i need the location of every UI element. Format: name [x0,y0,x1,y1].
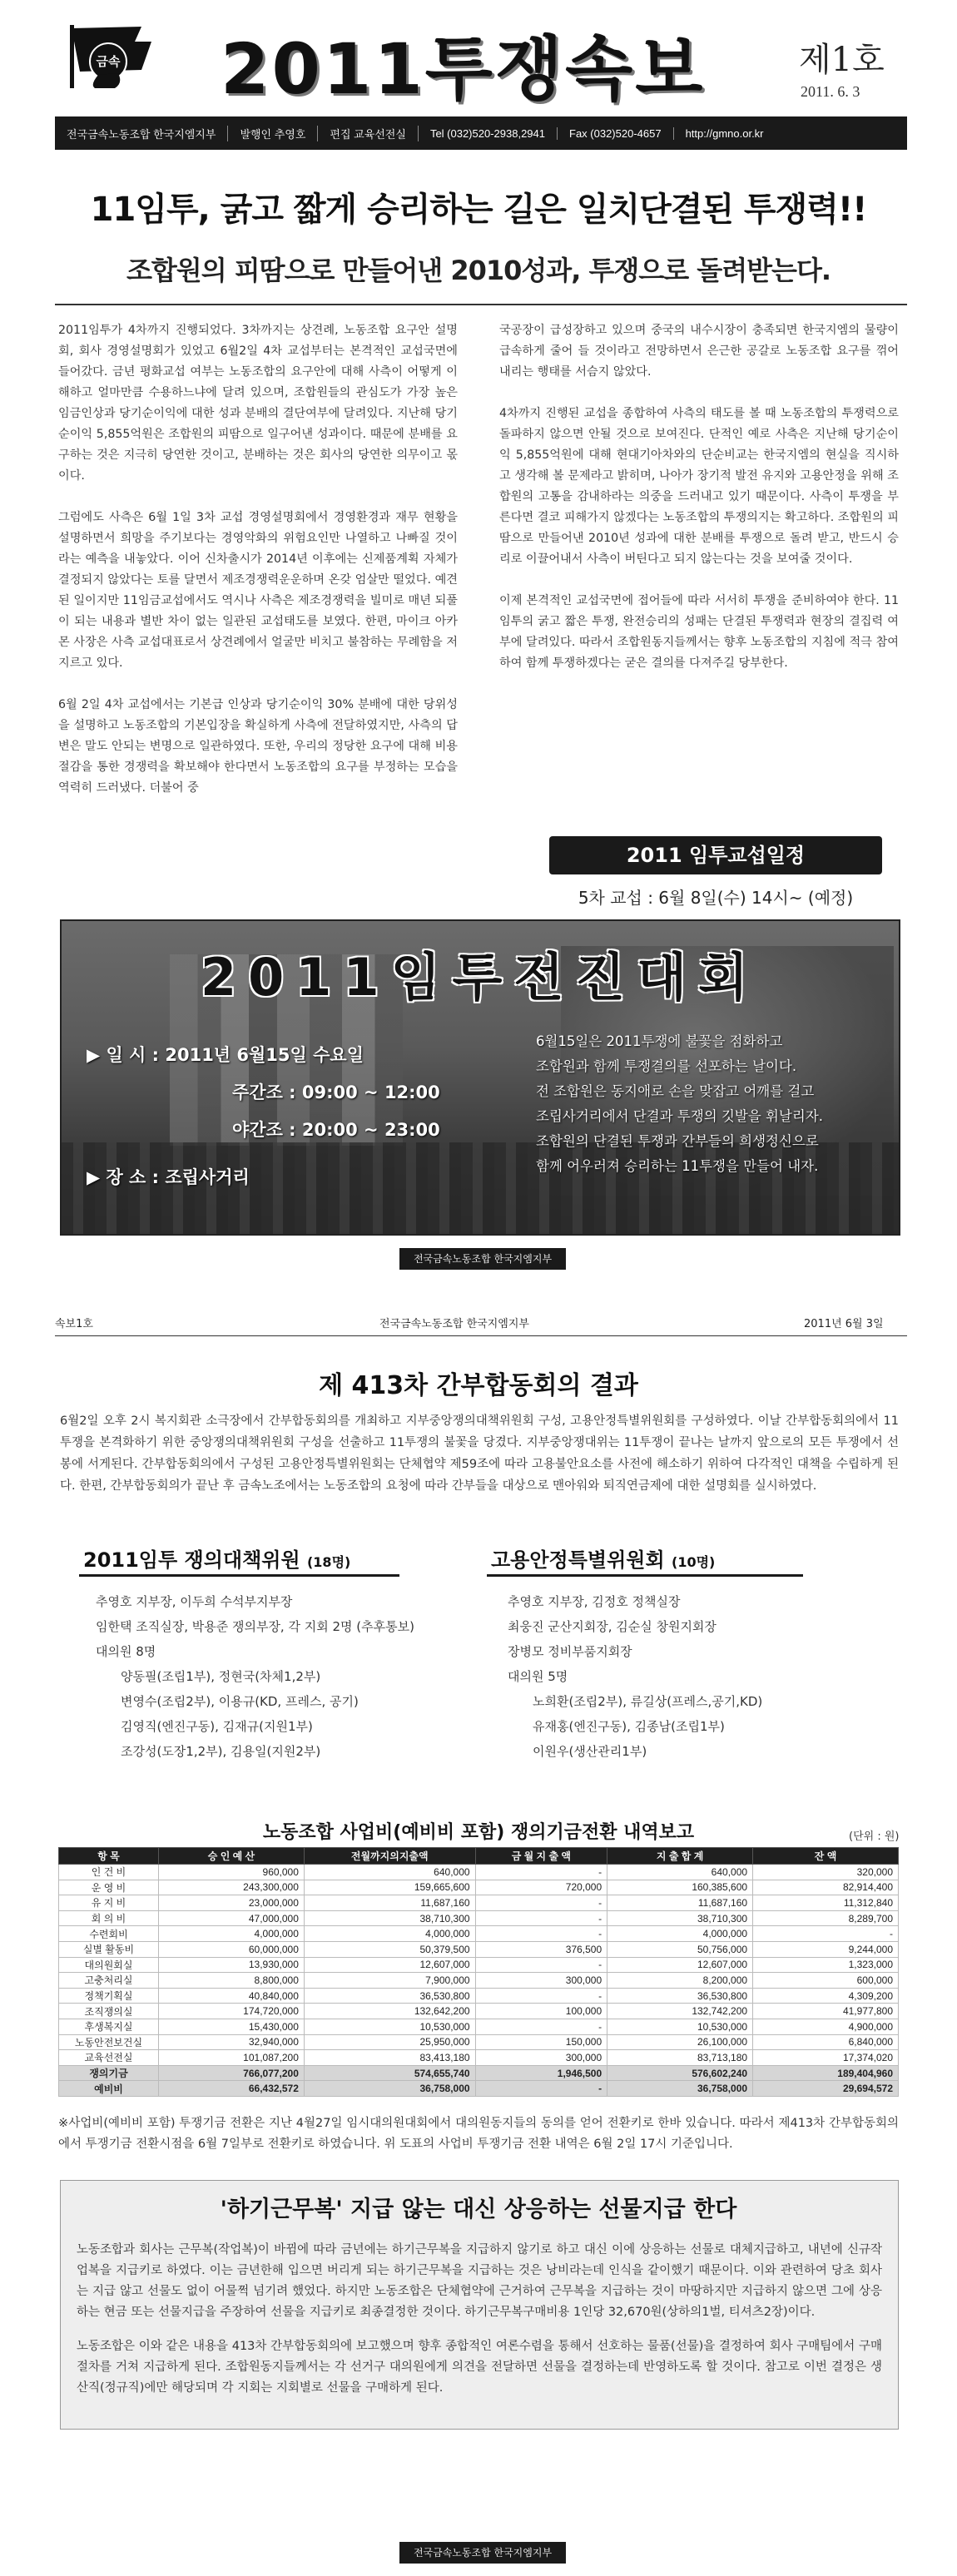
table-cell: 11,687,160 [607,1895,753,1911]
table-cell: 10,530,000 [607,2019,753,2034]
table-cell: 576,602,240 [607,2065,753,2081]
table-cell: 36,530,800 [304,1988,475,2004]
publisher-name: 발행인 추영호 [228,126,318,141]
table-cell: 66,432,572 [159,2081,305,2097]
table-header-row [59,1848,899,1865]
divider [55,304,907,305]
editor: 편집 교육선전실 [318,126,419,141]
table-cell: - [475,1926,607,1942]
table-cell: 376,500 [475,1941,607,1957]
member-line: 최웅진 군산지회장, 김순실 창원지회장 [508,1619,717,1634]
table-cell: - [753,1926,899,1942]
table-cell: 82,914,400 [753,1880,899,1895]
table-cell: 7,900,000 [304,1973,475,1989]
member-line: 노희환(조립2부), 류길상(프레스,공기,KD) [533,1694,763,1709]
table-row [59,1880,899,1895]
table-cell: - [475,1988,607,2004]
committee1-name: 2011임투 쟁의대책위원 [83,1548,300,1572]
column-header: 승 인 예 산 [159,1848,305,1865]
member-line: 변영수(조립2부), 이용규(KD, 프레스, 공기) [121,1694,359,1709]
table-row [59,2034,899,2050]
schedule-title: 2011 임투교섭일정 [549,836,882,874]
underline [79,1574,399,1577]
table-cell: - [475,1865,607,1880]
member-line: 조강성(도장1,2부), 김용일(지원2부) [121,1744,321,1759]
table-cell: 9,244,000 [753,1941,899,1957]
table-cell: 4,000,000 [159,1926,305,1942]
table-cell: 320,000 [753,1865,899,1880]
article-paragraph: 6월 2일 4차 교섭에서는 기본급 인상과 당기순이익 30% 분배에 대한 당위성을 설명하고 노동조합의 기본입장을 확실하게 사측에 전달하였지만, 사측의 답변은 말도 안되는 변명으로 일관하였다. 또한, 우리의 정당한 요구에 대해 비용절감을 통한 경쟁력을 확보해야 한다면서 노동조합의 요구를 부정하는 모습을 역력히 드러냈다. 더불어 중 [58,698,458,795]
table-cell: 101,087,200 [159,2050,305,2066]
rally-message-line: 조합원과 함께 투쟁결의를 선포하는 날이다. [536,1058,797,1074]
table-cell: 640,000 [607,1865,753,1880]
member-line: 양동필(조립1부), 정현국(차체1,2부) [121,1669,321,1684]
article-column-right [499,320,899,695]
table-cell: 4,309,200 [753,1988,899,2004]
article-paragraph: 2011임투가 4차까지 진행되었다. 3차까지는 상견례, 노동조합 요구안 설명회, 회사 경영설명회가 있었고 6월2일 4차 교섭부터는 본격적인 교섭국면에 들어갔다. 금년 평화교섭 여부는 노동조합의 요구안에 대해 사측이 어떻게 이해하고 얼마만큼 수용하느냐에 달려 있으며, 조합원들의 관심도가 가장 높은 임금인상과 당기순이익에 대한 성과 분배의 결단여부에 달려있다. 지난해 당기순이익 5,855억원은 조합원의 피땀으로 일구어낸 성과이다. 때문에 분배를 요구하는 것은 지극히 당연한 것이고, 분배하는 것은 회사의 당연한 의무이고 몫이다. [58,324,458,483]
table-cell: 38,710,300 [607,1910,753,1926]
phone: Tel (032)520-2938,2941 [419,127,558,140]
table-row [59,1926,899,1942]
sub-headline: 조합원의 피땀으로 만들어낸 2010성과, 투쟁으로 돌려받는다. [126,255,831,286]
budget-unit: (단위 : 원) [849,1830,900,1843]
table-cell: 36,758,000 [607,2081,753,2097]
gift-paragraph: 노동조합은 이와 같은 내용을 413차 간부합동회의에 보고했으며 향후 종합적인 여론수렴을 통해서 선호하는 물품(선물)을 결정하여 회사 구매팀에서 구매절차를 거쳐 지급하게 된다. 조합원동지들께서는 각 선거구 대의원에게 의견을 전달하면 선물을 결정하는데 반영하도록 할 것이다. 참고로 이번 결정은 생산직(정규직)에만 해당되며 각 지회는 지회별로 선물을 구매하게 된다. [77,2340,882,2395]
rally-day-shift: 주간조 : 09:00 ~ 12:00 [232,1082,440,1102]
member-line: 임한택 조직실장, 박용준 쟁의부장, 각 지회 2명 (추후통보) [96,1619,414,1634]
table-row [59,2019,899,2034]
page-footer: 전국금속노동조합 한국지엠지부 [399,1248,566,1270]
table-cell: 50,756,000 [607,1941,753,1957]
table-cell: 189,404,960 [753,2065,899,2081]
table-cell: 40,840,000 [159,1988,305,2004]
row-label: 수련회비 [59,1926,159,1942]
row-label: 고충처리실 [59,1973,159,1989]
table-cell: 36,758,000 [304,2081,475,2097]
table-cell: 25,950,000 [304,2034,475,2050]
table-cell: - [475,2081,607,2097]
row-label: 예비비 [59,2081,159,2097]
table-cell: 960,000 [159,1865,305,1880]
underline [487,1574,803,1577]
column-header: 금 월 지 출 액 [475,1848,607,1865]
column-header: 잔 액 [753,1848,899,1865]
table-cell: 160,385,600 [607,1880,753,1895]
table-cell: 8,800,000 [159,1973,305,1989]
table-cell: 132,642,200 [304,2004,475,2019]
table-row [59,1865,899,1880]
member-line: 김영직(엔진구동), 김재규(지원1부) [121,1719,313,1734]
row-label: 조직쟁의실 [59,2004,159,2019]
gift-text [77,2240,882,2412]
table-cell: 132,742,200 [607,2004,753,2019]
table-row [59,2050,899,2066]
column-header: 항 목 [59,1848,159,1865]
table-cell: 60,000,000 [159,1941,305,1957]
table-cell: 50,379,500 [304,1941,475,1957]
article-paragraph: 이제 본격적인 교섭국면에 접어들에 따라 서서히 투쟁을 준비하여야 한다. 11임투의 굵고 짧은 투쟁, 완전승리의 성패는 단결된 투쟁력과 현장의 결집력 여부에 달려있다. 따라서 조합원동지들께서는 향후 노동조합의 지침에 적극 참여하여 함께 투쟁하겠다는 굳은 결의를 다져주길 당부한다. [499,594,899,670]
member-line: 이원우(생산관리1부) [533,1744,647,1759]
page-footer: 전국금속노동조합 한국지엠지부 [399,2542,566,2564]
rally-message-line: 6월15일은 2011투쟁에 불꽃을 점화하고 [536,1033,783,1049]
meeting-text: 6월2일 오후 2시 복지회관 소극장에서 간부합동회의를 개최하고 지부중앙쟁의대책위원회 구성, 고용안정특별위원회를 구성하였다. 이날 간부합동회의에서 11투쟁을 본격화하기 위한 중앙쟁의대책위원회 구성을 선출하고 11투쟁의 불꽃을 당겼다. 지부중앙쟁대위는 11투쟁이 끝나는 날까지 앞으로의 모든 투쟁에서 선봉에 서게된다. 간부합동회의에서 구성된 고용안정특별위원회는 단체협약 제59조에 따라 고용불안요소를 사전에 해소하기 위하여 다각적인 대책을 수립하게 된다. 한편, 간부합동회의가 끝난 후 금속노조에서는 노동조합의 요청에 따라 간부들을 대상으로 맨아워와 퇴직연금제에 대한 설명회를 실시하였다. [60,1414,899,1493]
rally-message-line: 조합원의 단결된 투쟁과 간부들의 희생정신으로 [536,1133,819,1149]
table-cell: 8,200,000 [607,1973,753,1989]
table-cell: 6,840,000 [753,2034,899,2050]
publisher-org: 전국금속노동조합 한국지엠지부 [55,126,228,141]
committee1-count: (18명) [306,1554,351,1570]
table-total-row [59,2065,899,2081]
row-label: 운 영 비 [59,1880,159,1895]
row-label: 노동안전보건실 [59,2034,159,2050]
table-cell: 10,530,000 [304,2019,475,2034]
main-headline: 11임투, 굵고 짧게 승리하는 길은 일치단결된 투쟁력!! [90,191,867,229]
table-cell: - [475,1895,607,1911]
member-line: 장병모 정비부품지회장 [508,1644,632,1659]
table-cell: 17,374,020 [753,2050,899,2066]
table-cell: 100,000 [475,2004,607,2019]
table-cell: 47,000,000 [159,1910,305,1926]
rally-message [536,1029,894,1179]
rally-message-line: 전 조합원은 동지애로 손을 맞잡고 어깨를 걸고 [536,1083,815,1099]
budget-note: ※사업비(예비비 포함) 투쟁기금 전환은 지난 4월27일 임시대의원대회에서 대의원동지들의 동의를 얻어 전환키로 한바 있습니다. 따라서 제413차 간부합동회의에서 투쟁기금 전환시점을 6월 7일부로 전환키로 하였습니다. 위 도표의 사업비 투쟁기금 전환 내역은 6월 2일 17시 기준입니다. [58,2117,899,2151]
newsletter-title: 2011투쟁속보 [221,28,706,110]
table-cell: 174,720,000 [159,2004,305,2019]
table-cell: 41,977,800 [753,2004,899,2019]
publisher-info-bar [55,116,907,150]
table-cell: 38,710,300 [304,1910,475,1926]
table-total-row [59,2081,899,2097]
table-row [59,2004,899,2019]
table-cell: 83,413,180 [304,2050,475,2066]
row-label: 정책기획실 [59,1988,159,2004]
table-cell: 243,300,000 [159,1880,305,1895]
table-cell: 4,900,000 [753,2019,899,2034]
table-cell: 13,930,000 [159,1957,305,1973]
table-cell: 300,000 [475,1973,607,1989]
member-line: 대의원 8명 [96,1644,156,1659]
table-cell: 36,530,800 [607,1988,753,2004]
member-line: 유재홍(엔진구동), 김종남(조립1부) [533,1719,725,1734]
table-cell: 32,940,000 [159,2034,305,2050]
committee2-title [491,1543,715,1573]
issue-number: 제1호 [799,41,885,79]
table-cell: 11,687,160 [304,1895,475,1911]
article-paragraph: 국공장이 급성장하고 있으며 중국의 내수시장이 충족되면 한국지엠의 물량이 급속하게 줄어 들 것이라고 전망하면서 은근한 공갈로 노동조합 요구를 꺾어 내리는 행태를 서슴지 않았다. [499,324,899,379]
row-label: 쟁의기금 [59,2065,159,2081]
table-row [59,1910,899,1926]
gift-paragraph: 노동조합과 회사는 근무복(작업복)이 바뀜에 따라 금년에는 하기근무복을 지급하지 않기로 하고 대신 이에 상응하는 선물로 대체지급하고, 내년에 신규작업복을 지급키로 하였다. 이는 금년한해 입으면 버리게 되는 하기근무복을 지급하는 것은 낭비라는데 인식을 같이했기 때문이다. 이와 관련하여 당초 회사는 지급 않고 선물도 없이 어물쩍 넘기려 했었다. 하지만 노동조합은 단체협약에 근거하여 근무복을 지급하는 것이 마땅하지만 지급하지 않으면 그에 상응하는 현금 또는 선물지급을 주장하여 선물을 지급키로 최종결정한 것이다. 하기근무복구매비용 1인당 32,670원(상하의1벌, 티셔츠2장)이다. [77,2243,882,2319]
committee1-title [83,1543,350,1573]
committee2-name: 고용안정특별위원회 [491,1548,665,1572]
rally-message-line: 조립사거리에서 단결과 투쟁의 깃발을 휘날리자. [536,1108,824,1124]
divider [55,1335,907,1336]
table-cell: 600,000 [753,1973,899,1989]
budget-title: 노동조합 사업비(예비비 포함) 쟁의기금전환 내역보고 [262,1822,695,1843]
article-column-left [58,320,458,820]
schedule-row: 5차 교섭 : 6월 8일(수) 14시~ (예정) [578,888,854,908]
column-header: 전월까지의지출액 [304,1848,475,1865]
date-label: 2011년 6월 3일 [804,1318,884,1330]
masthead [0,0,957,141]
rally-date: ▶ 일 시 : 2011년 6월15일 수요일 [87,1045,364,1065]
committee2-members [508,1589,762,1764]
table-cell: 4,000,000 [607,1926,753,1942]
table-row [59,1941,899,1957]
table-cell: 15,430,000 [159,2019,305,2034]
issue-label: 속보1호 [55,1318,93,1330]
table-cell: 159,665,600 [304,1880,475,1895]
table-row [59,1973,899,1989]
table-cell: 8,289,700 [753,1910,899,1926]
org-label: 전국금속노동조합 한국지엠지부 [379,1318,529,1330]
row-label: 유 지 비 [59,1895,159,1911]
table-cell: 640,000 [304,1865,475,1880]
table-cell: 29,694,572 [753,2081,899,2097]
committee1-members [96,1589,414,1764]
row-label: 교육선전실 [59,2050,159,2066]
rally-message-line: 함께 어우러져 승리하는 11투쟁을 만들어 내자. [536,1158,819,1174]
table-row [59,1895,899,1911]
member-line: 추영호 지부장, 김정호 정책실장 [508,1594,681,1609]
row-label: 인 건 비 [59,1865,159,1880]
column-header: 지 출 합 계 [607,1848,753,1865]
table-cell: 12,607,000 [304,1957,475,1973]
logo-text: 금속 [96,54,121,69]
table-row [59,1988,899,2004]
row-label: 대의원회실 [59,1957,159,1973]
committee2-count: (10명) [672,1554,716,1570]
rally-place: ▶ 장 소 : 조립사거리 [87,1167,250,1187]
row-label: 회 의 비 [59,1910,159,1926]
table-cell: 23,000,000 [159,1895,305,1911]
issue-date: 2011. 6. 3 [801,83,860,100]
member-line: 추영호 지부장, 이두희 수석부지부장 [96,1594,293,1609]
fax: Fax (032)520-4657 [558,127,674,140]
row-label: 실별 활동비 [59,1941,159,1957]
table-cell: 574,655,740 [304,2065,475,2081]
website-link[interactable]: http://gmno.or.kr [685,126,764,140]
row-label: 후생복지실 [59,2019,159,2034]
union-flag-logo [65,23,155,90]
budget-table [58,1847,899,2097]
rally-night-shift: 야간조 : 20:00 ~ 23:00 [232,1120,440,1140]
table-cell: - [475,1957,607,1973]
table-row [59,1957,899,1973]
table-cell: 300,000 [475,2050,607,2066]
article-paragraph: 4차까지 진행된 교섭을 종합하여 사측의 태도를 볼 때 노동조합의 투쟁력으로 돌파하지 않으면 안될 것으로 보여진다. 단적인 예로 사측은 지난해 당기순이익 5,855억원에 대해 현대기아차와의 단순비교는 한국지엠의 현실을 직시하고 생각해 볼 문제라고 밝히며, 나아가 장기적 발전 유지와 고용안정을 위해 조합원의 고통을 감내하라는 의중을 드러내고 있기 때문이다. 사측이 투쟁을 부른다면 결코 피해가지 않겠다는 노동조합의 투쟁의지는 확고하다. 조합원의 피땀으로 만들어낸 2010년 성과에 대한 분배를 투쟁으로 돌려 받고, 반드시 승리로 이끌어내서 사측이 버틴다고 되지 않는다는 것을 보여줄 것이다. [499,407,899,566]
table-cell: 766,077,200 [159,2065,305,2081]
table-cell: - [475,1910,607,1926]
table-cell: 720,000 [475,1880,607,1895]
gift-title: '하기근무복' 지급 않는 대신 상응하는 선물지급 한다 [220,2197,737,2222]
table-cell: 26,100,000 [607,2034,753,2050]
table-cell: 4,000,000 [304,1926,475,1942]
table-cell: 1,323,000 [753,1957,899,1973]
article-paragraph: 그럼에도 사측은 6월 1일 3차 교섭 경영설명회에서 경영환경과 재무 현황을 설명하면서 희망을 주기보다는 경영악화의 위험요인만 나열하고 나빠질 것이라는 예측을 내놓았다. 이어 신차출시가 2014년 이후에는 신제품계획 자체가 결정되지 않았다는 토를 달면서 제조경쟁력운운하며 온갖 엄살만 떨었다. 예견된 일이지만 11임금교섭에서도 역시나 사측은 제조경쟁력을 빌미로 매년 되풀이 되는 내용과 별반 차이 없는 일관된 교섭태도를 보였다. 한편, 마이크 아카몬 사장은 사측 교섭대표로서 상견례에서 얼굴만 비치고 불참하는 무례함을 저지르고 있다. [58,511,458,670]
rally-banner [60,919,900,1236]
table-cell: 12,607,000 [607,1957,753,1973]
meeting-title: 제 413차 간부합동회의 결과 [319,1371,638,1400]
table-cell: 1,946,500 [475,2065,607,2081]
table-cell: 11,312,840 [753,1895,899,1911]
table-cell: 150,000 [475,2034,607,2050]
table-cell: - [475,2019,607,2034]
rally-title: 2011임투전진대회 [201,947,760,1008]
table-cell: 83,713,180 [607,2050,753,2066]
member-line: 대의원 5명 [508,1669,568,1684]
